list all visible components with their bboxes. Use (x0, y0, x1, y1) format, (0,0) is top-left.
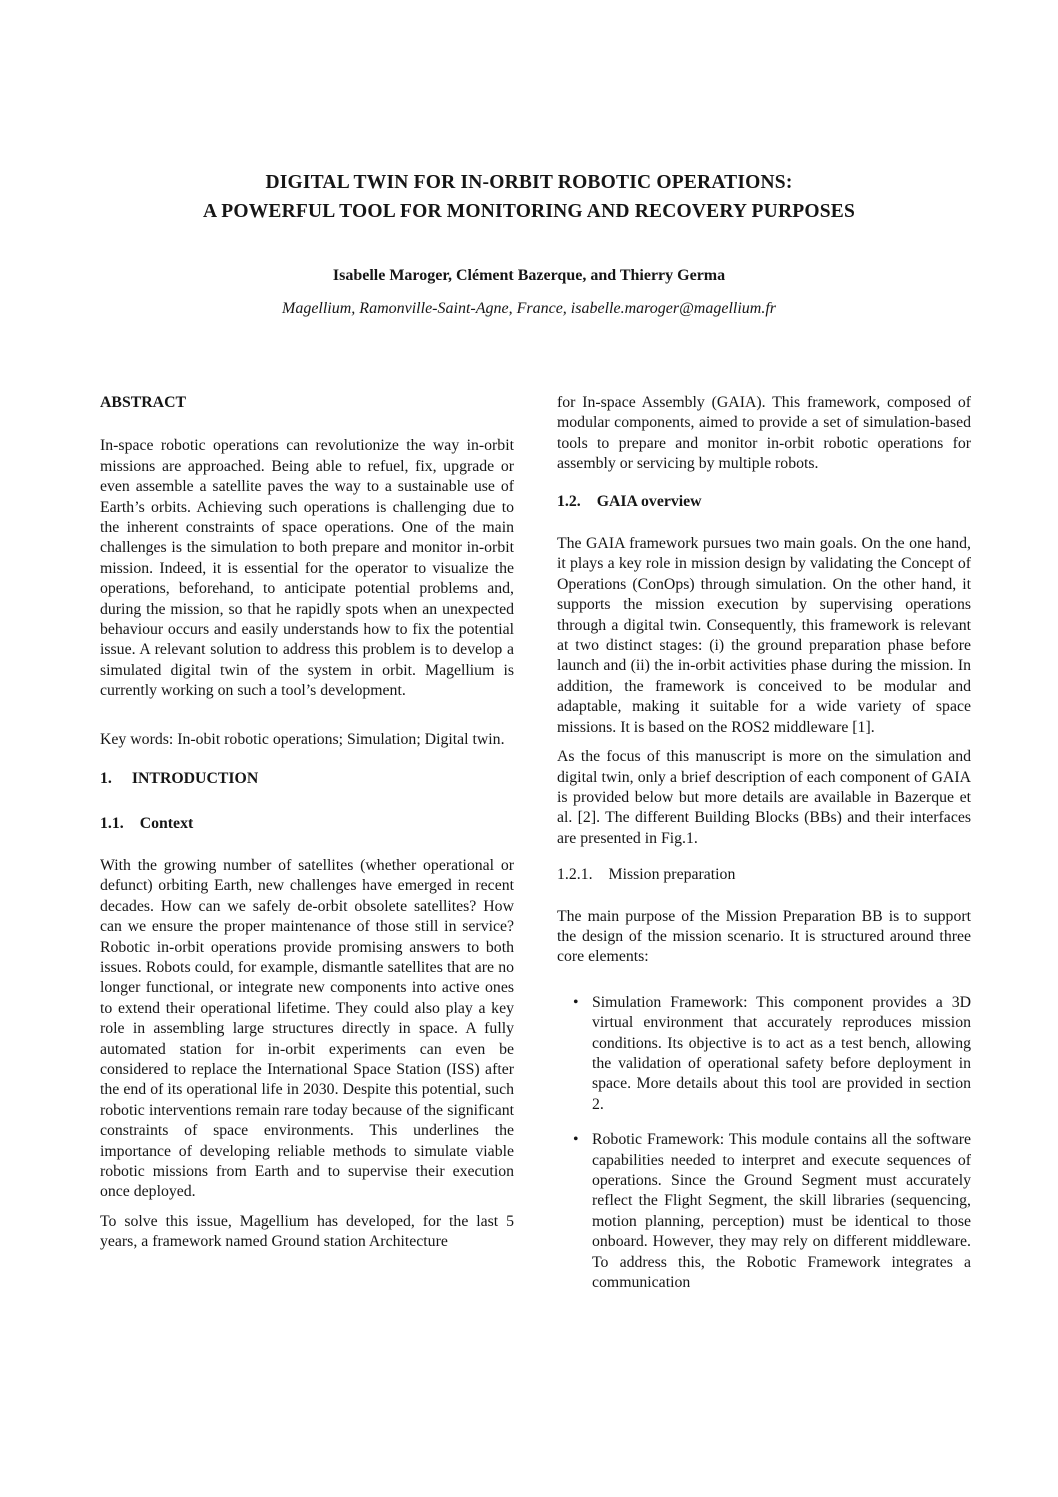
paper-title-line-2: A POWERFUL TOOL FOR MONITORING AND RECOVERY PURPOSES (202, 201, 856, 222)
right-column (557, 393, 971, 1308)
left-column (100, 393, 514, 1308)
list-item-text: Robotic Framework: This module contains all the software capabilities needed to interpret and execute sequences of operations. Since the Ground Segment must accurately reflect the Flight Segment, the skill libraries (sequencing, motion planning, perception) must be identical to those onboard. However, they may rely on different middleware. To address this, the Robotic Framework integrates a communication (592, 1131, 971, 1292)
subsection-heading-context (100, 814, 514, 834)
section-heading-introduction (100, 769, 514, 789)
two-column-body (0, 393, 1058, 1308)
list-item-simulation-framework (573, 993, 971, 1115)
subsection-number: 1.2. (557, 492, 581, 510)
subsection-title: Context (139, 814, 194, 832)
bullet-icon: • (573, 993, 579, 1011)
subsubsection-title: Mission preparation (608, 866, 736, 884)
subsection-heading-gaia-overview (557, 492, 971, 512)
keywords-paragraph: Key words: In-obit robotic operations; Simulation; Digital twin. (100, 730, 505, 748)
list-item-text: Simulation Framework: This component provides a 3D virtual environment that accurately reproduces mission conditions. Its objective is to act as a test bench, allowing the validation of operational safety before deployment in space. More details about this tool are provided in section 2. (592, 993, 971, 1113)
list-item-robotic-framework (573, 1130, 971, 1293)
abstract-paragraph: In-space robotic operations can revolutionize the way in-orbit missions are approached. Being able to refuel, fix, upgrade or even assemble a satellite paves the way to a sustainable use of Earth’s orbits. Achieving such operations is challenging due to the inherent constraints of space operations. One of the main challenges is the simulation to both prepare and monitor in-orbit mission. Indeed, it is essential for the operator to visualize the operations, beforehand, to anticipate potential problems and, during the mission, so that he rapidly spots when an unexpected behaviour occurs and easily understands how to fix the potential issue. A relevant solution to address this problem is to develop a simulated digital twin of the system in orbit. Magellium is currently working on such a tool’s development. (100, 437, 514, 700)
continuation-paragraph: for In-space Assembly (GAIA). This framework, composed of modular components, aimed to provide a set of simulation-based tools to prepare and monitor in-orbit robotic operations for assembly or servicing by multiple robots. (557, 394, 971, 473)
context-paragraph-2: To solve this issue, Magellium has developed, for the last 5 years, a framework named Ground station Architecture (100, 1212, 514, 1251)
subsection-number: 1.1. (100, 814, 124, 832)
mission-preparation-paragraph: The main purpose of the Mission Preparation BB is to support the design of the mission scenario. It is structured around three core elements: (557, 907, 971, 966)
section-number: 1. (100, 770, 112, 788)
bullet-icon: • (573, 1131, 579, 1149)
section-title: INTRODUCTION (131, 770, 259, 788)
gaia-paragraph-2: As the focus of this manuscript is more on the simulation and digital twin, only a brief description of each component of GAIA is provided below but more details are available in Bazerque et al. [2]. The different Building Blocks (BBs) and their interfaces are presented in Fig.1. (557, 748, 971, 847)
gaia-paragraph-1: The GAIA framework pursues two main goals. On the one hand, it plays a key role in mission design by validating the Concept of Operations (ConOps) through simulation. On the other hand, it supports the mission execution by supervising operations through a digital twin. Consequently, this framework is relevant at two distinct stages: (i) the ground preparation phase before launch and (ii) the in-orbit activities phase during the mission. In addition, the framework is conceived to be modular and adaptable, making it suitable for a wide variety of space missions. It is based on the ROS2 middleware [1]. (557, 535, 971, 736)
subsubsection-heading-mission-preparation (557, 865, 971, 885)
building-blocks-list (557, 993, 971, 1294)
affiliation: Magellium, Ramonville-Saint-Agne, France, isabelle.maroger@magellium.fr (281, 300, 777, 317)
context-paragraph-1: With the growing number of satellites (whether operational or defunct) orbiting Earth, new challenges have emerged in recent decades. How can we safely de-orbit obsolete satellites? How can we ensure the proper maintenance of those still in service? Robotic in-orbit operations provide promising answers to both issues. Robots could, for example, dismantle satellites that are no longer functional, or integrate new components into active ones to extend their operational lifetime. They could also play a key role in assembling large structures directly in space. A fully automated station for in-orbit experiments can even be considered to replace the International Space Station (ISS) after the end of its operational life in 2030. Despite this potential, such robotic interventions remain rare today because of the significant constraints of space environments. This underlines the importance of developing reliable methods to simulate viable robotic missions from Earth and to supervise their execution once deployed. (100, 856, 514, 1201)
paper-title-line-1: DIGITAL TWIN FOR IN-ORBIT ROBOTIC OPERATIONS: (265, 172, 793, 193)
abstract-heading: ABSTRACT (100, 394, 187, 411)
authors: Isabelle Maroger, Clément Bazerque, and Thierry Germa (332, 267, 726, 284)
subsection-title: GAIA overview (596, 492, 702, 510)
subsubsection-number: 1.2.1. (557, 866, 593, 884)
title-block (0, 0, 1058, 319)
